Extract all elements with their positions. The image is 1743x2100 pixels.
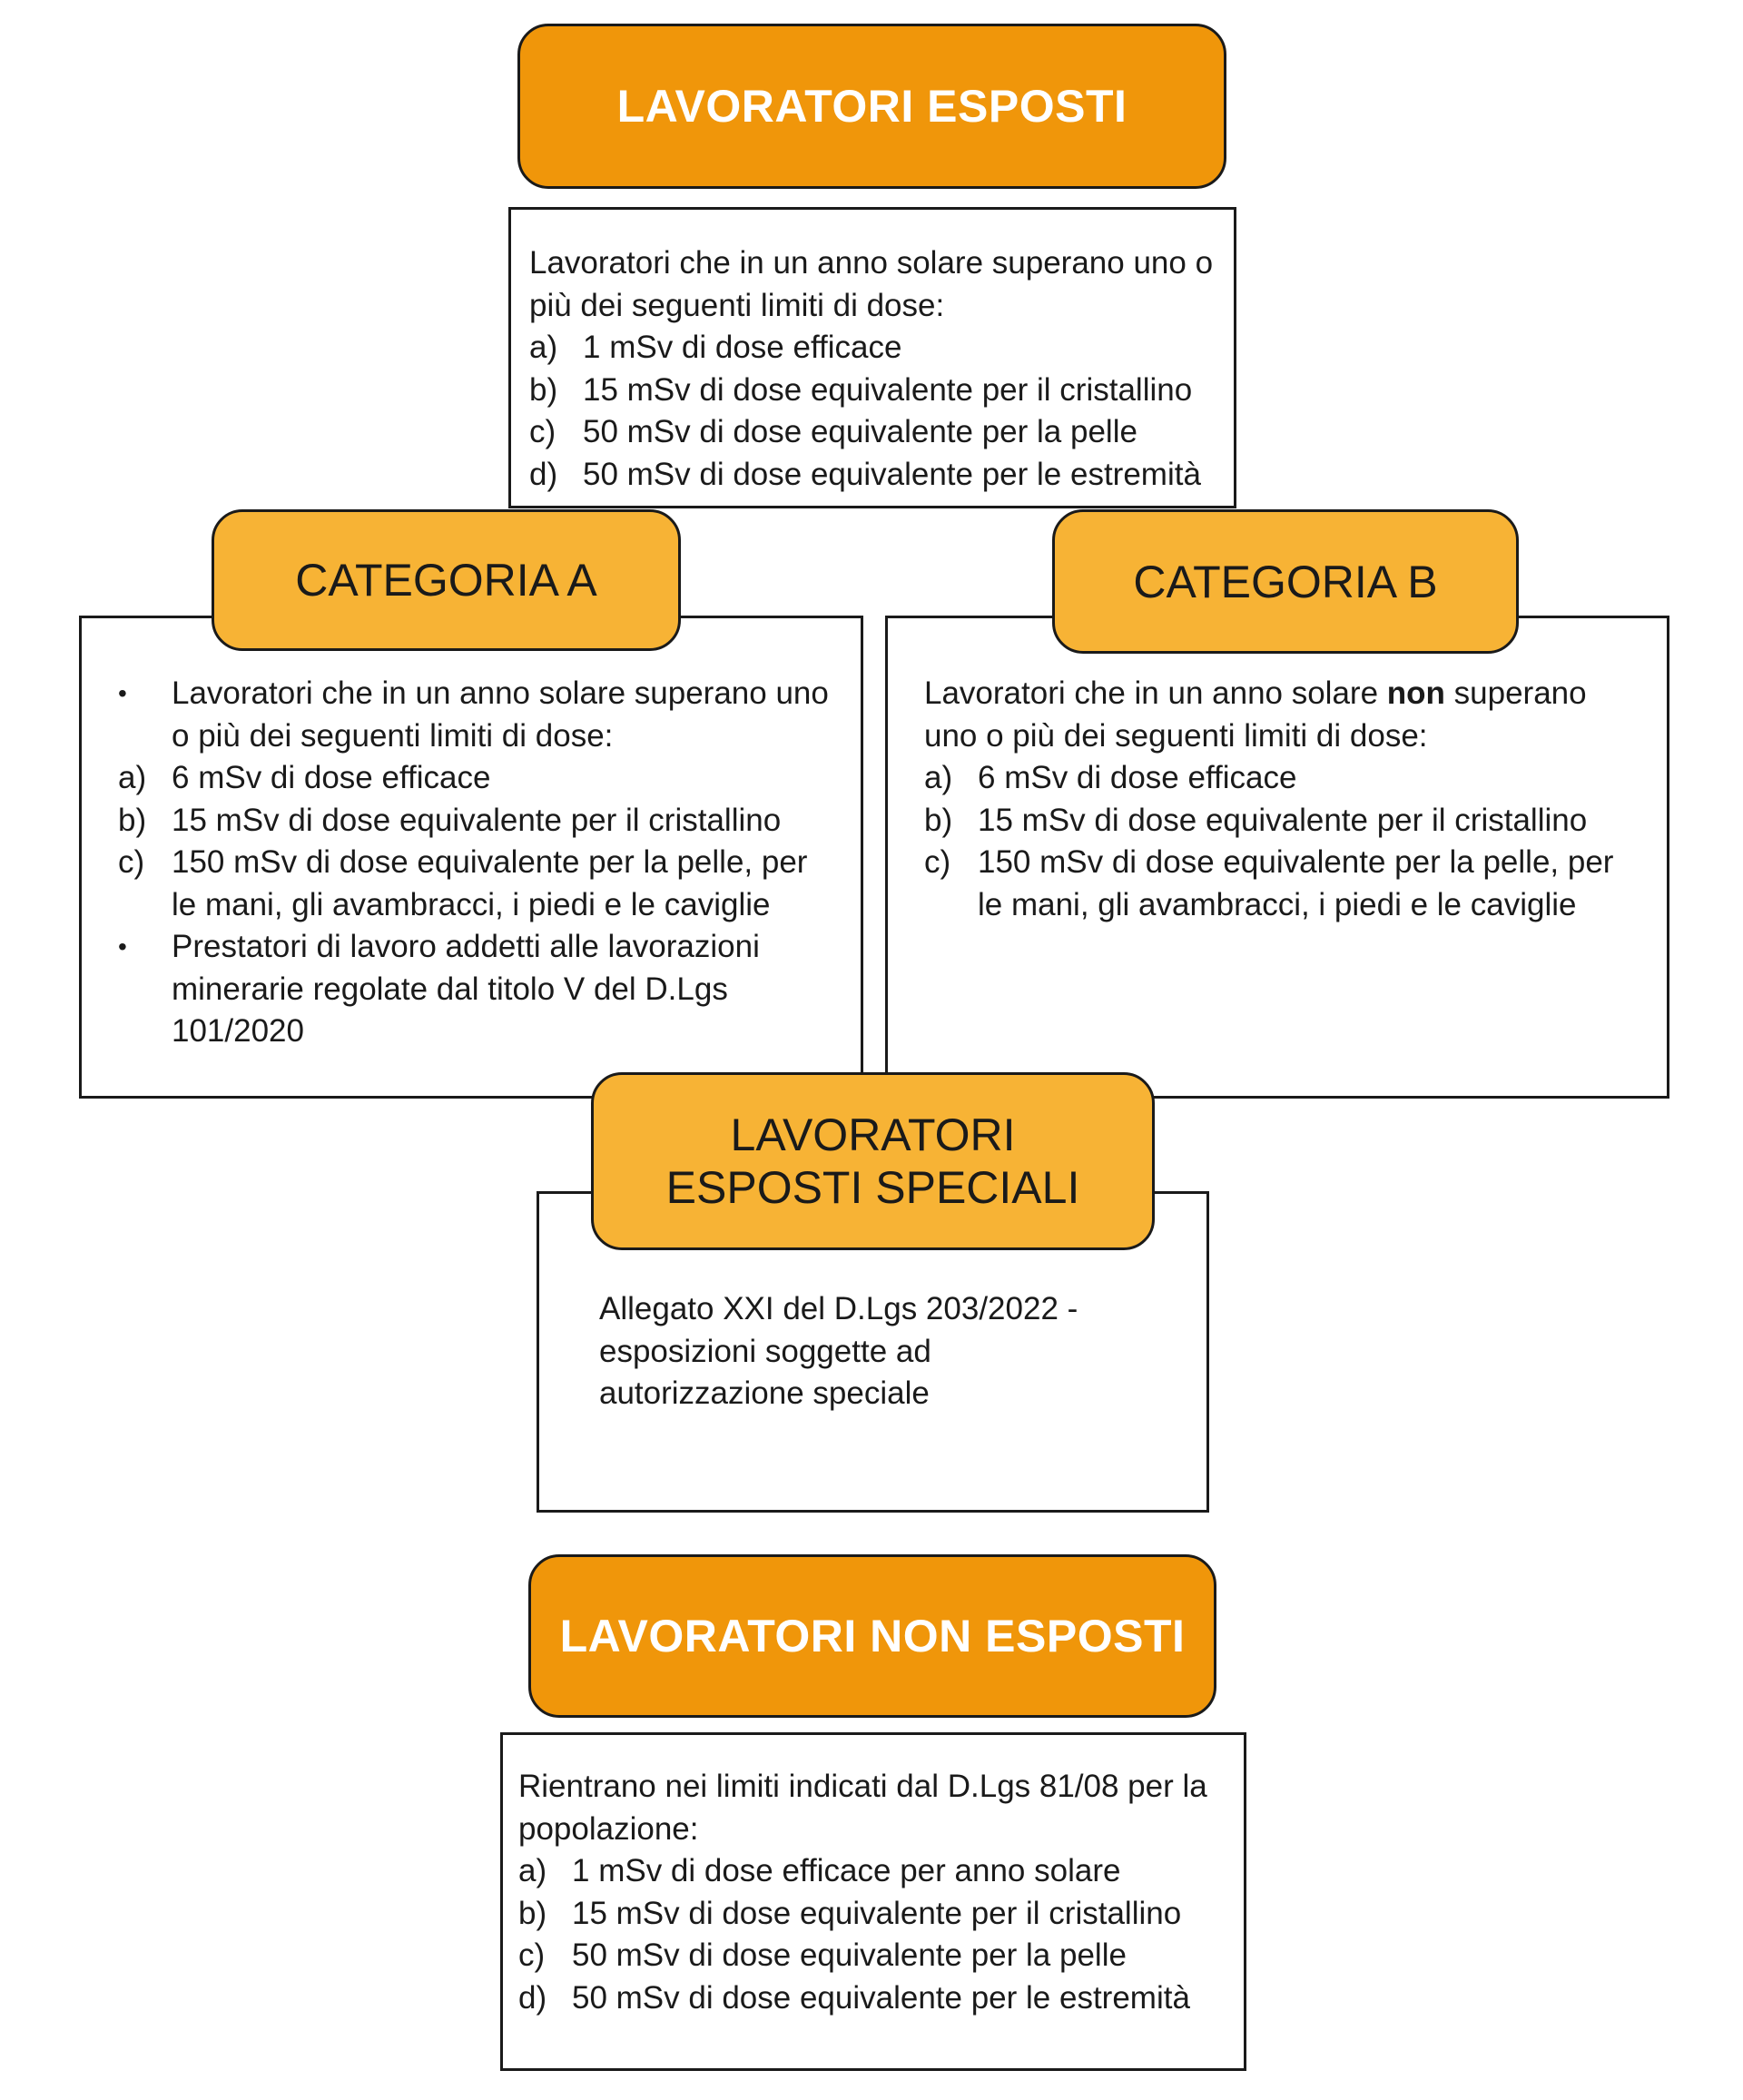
bullet-marker: • [118,932,127,961]
categoria-a-item-a [118,757,833,800]
list-marker: a) [518,1853,547,1888]
list-marker: c) [118,844,145,880]
esposti-title [517,24,1226,189]
categoria-a-title-text: CATEGORIA A [295,555,597,606]
list-text: 50 mSv di dose equivalente per la pelle [583,414,1137,449]
speciali-title [591,1072,1155,1250]
list-marker: a) [924,760,953,795]
list-marker: b) [529,371,558,408]
non-esposti-box [500,1732,1246,2071]
list-marker: a) [118,760,147,795]
esposti-item-c [529,411,1219,454]
categoria-a-item-b [118,800,833,843]
categoria-b-box [885,616,1669,1099]
non-esposti-item-d [518,1977,1229,2020]
list-marker: c) [518,1937,546,1973]
list-marker: c) [924,844,951,880]
intro-text: superano uno o più dei seguenti limiti di dose: [924,675,1587,754]
list-text: 1 mSv di dose efficace [583,330,902,365]
categoria-a-extra: Prestatori di lavoro addetti alle lavorazioni minerarie regolate dal titolo V del D.Lgs 101/2020 [172,929,760,1049]
esposti-intro: Lavoratori che in un anno solare superano uno o più dei seguenti limiti di dose: [529,245,1214,323]
list-text: 15 mSv di dose equivalente per il cristallino [572,1895,1182,1931]
categoria-a-bullet-1 [118,673,833,757]
categoria-a-bullet-2 [118,926,833,1053]
list-marker: d) [529,456,558,492]
list-text: 150 mSv di dose equivalente per la pelle, per le mani, gli avambracci, i piedi e le caviglie [978,844,1614,922]
list-marker: b) [118,802,147,838]
speciali-text: Allegato XXI del D.Lgs 203/2022 - esposizioni soggette ad autorizzazione speciale [599,1291,1078,1411]
list-marker: d) [518,1979,547,2016]
list-text: 15 mSv di dose equivalente per il cristallino [583,371,1193,408]
speciali-title-text: LAVORATORI ESPOSTI SPECIALI [665,1109,1080,1213]
list-text: 6 mSv di dose efficace [978,760,1297,795]
list-text: 50 mSv di dose equivalente per le estremità [583,456,1201,492]
non-esposti-title-text: LAVORATORI NON ESPOSTI [559,1611,1186,1661]
categoria-b-title [1052,509,1519,654]
non-esposti-item-b [518,1893,1229,1936]
categoria-b-title-text: CATEGORIA B [1133,556,1438,607]
list-text: 50 mSv di dose equivalente per le estremità [572,1979,1190,2016]
categoria-b-item-c [924,842,1630,926]
categoria-a-item-c [118,842,833,926]
intro-bold-text: non [1386,675,1445,711]
categoria-a-box [79,616,863,1099]
non-esposti-item-c [518,1935,1229,1977]
list-marker: b) [924,802,953,838]
categoria-a-intro: Lavoratori che in un anno solare superano uno o più dei seguenti limiti di dose: [172,675,829,754]
list-text: 1 mSv di dose efficace per anno solare [572,1853,1121,1888]
list-text: 15 mSv di dose equivalente per il cristallino [172,802,782,838]
esposti-item-d [529,454,1219,497]
non-esposti-item-a [518,1850,1229,1893]
esposti-title-text: LAVORATORI ESPOSTI [616,81,1128,132]
categoria-b-item-b [924,800,1630,843]
list-text: 15 mSv di dose equivalente per il cristallino [978,802,1588,838]
list-marker: b) [518,1895,547,1931]
list-text: 6 mSv di dose efficace [172,760,491,795]
categoria-a-title [212,509,681,651]
esposti-definition-box [508,207,1236,508]
list-text: 50 mSv di dose equivalente per la pelle [572,1937,1127,1973]
categoria-b-item-a [924,757,1630,800]
list-marker: a) [529,330,558,365]
list-text: 150 mSv di dose equivalente per la pelle, per le mani, gli avambracci, i piedi e le caviglie [172,844,808,922]
non-esposti-intro: Rientrano nei limiti indicati dal D.Lgs 81/08 per la popolazione: [518,1769,1207,1847]
categoria-b-intro [924,673,1630,757]
intro-text: Lavoratori che in un anno solare [924,675,1387,711]
esposti-item-a [529,327,1219,370]
non-esposti-title [528,1554,1216,1718]
bullet-marker: • [118,679,127,707]
list-marker: c) [529,414,556,449]
esposti-item-b [529,370,1219,412]
